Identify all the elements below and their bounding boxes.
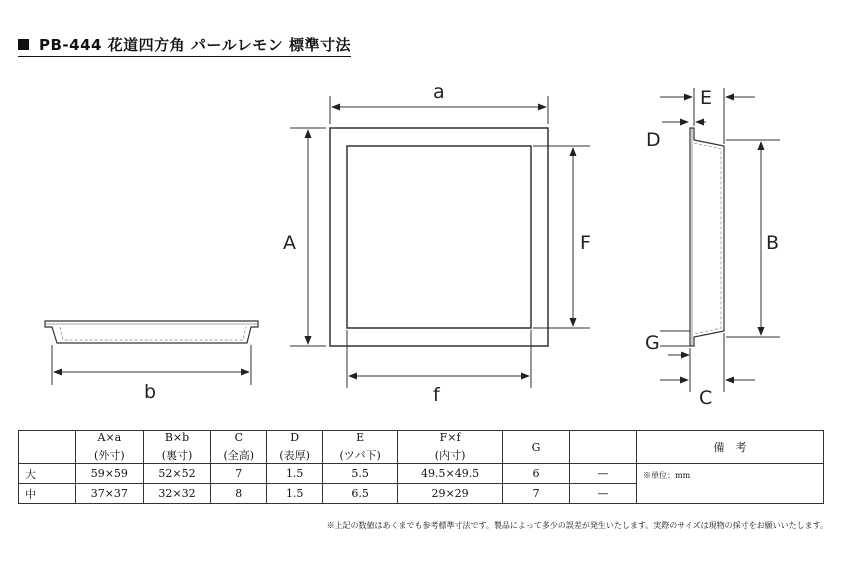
label-D: D bbox=[646, 129, 661, 151]
table-row bbox=[19, 464, 824, 484]
header-E: E (ツバ下) bbox=[323, 431, 398, 464]
header-Bb: B×b (裏寸) bbox=[143, 431, 211, 464]
cell: 1.5 bbox=[267, 484, 323, 504]
cell: 8 bbox=[211, 484, 267, 504]
cell: 37×37 bbox=[76, 484, 144, 504]
label-a: a bbox=[433, 81, 445, 103]
cell: 7 bbox=[503, 484, 570, 504]
cell: 29×29 bbox=[398, 484, 503, 504]
cell: — bbox=[570, 464, 637, 484]
header-C: C (全高) bbox=[211, 431, 267, 464]
front-inner-square bbox=[347, 146, 531, 328]
header-blank-2 bbox=[570, 431, 637, 464]
footnote: ※上記の数値はあくまでも参考標準寸法です。製品によって多少の誤差が発生いたします。実際のサイズは現物の採寸をお願いいたします。 bbox=[326, 521, 828, 530]
cell: 52×52 bbox=[143, 464, 211, 484]
cell: 59×59 bbox=[76, 464, 144, 484]
label-A: A bbox=[283, 232, 296, 254]
header-D: D (表厚) bbox=[267, 431, 323, 464]
header-blank bbox=[19, 431, 76, 464]
label-B: B bbox=[766, 232, 780, 254]
side-view-profile bbox=[690, 128, 724, 346]
remarks-note: ※単位：mm bbox=[637, 464, 824, 504]
bottom-view-hidden-line bbox=[60, 327, 246, 340]
cell: 6 bbox=[503, 464, 570, 484]
header-Aa: A×a (外寸) bbox=[76, 431, 144, 464]
label-G: G bbox=[645, 332, 660, 354]
row-label-large: 大 bbox=[19, 464, 76, 484]
header-Ff: F×f (内寸) bbox=[398, 431, 503, 464]
row-label-medium: 中 bbox=[19, 484, 76, 504]
cell: 49.5×49.5 bbox=[398, 464, 503, 484]
label-F: F bbox=[580, 232, 591, 254]
cell: 6.5 bbox=[323, 484, 398, 504]
cell: 5.5 bbox=[323, 464, 398, 484]
cell: 32×32 bbox=[143, 484, 211, 504]
label-E: E bbox=[700, 87, 713, 109]
cell: 1.5 bbox=[267, 464, 323, 484]
cell: — bbox=[570, 484, 637, 504]
side-view-hidden-line bbox=[694, 143, 721, 334]
label-C: C bbox=[699, 387, 713, 409]
cell: 7 bbox=[211, 464, 267, 484]
spec-table bbox=[18, 430, 824, 504]
title-text: PB-444 花道四方角 パールレモン 標準寸法 bbox=[39, 36, 351, 54]
front-outer-square bbox=[330, 128, 548, 346]
label-f: f bbox=[433, 384, 440, 406]
header-remarks: 備 考 bbox=[637, 431, 824, 464]
label-b: b bbox=[144, 381, 157, 403]
header-G: G bbox=[503, 431, 570, 464]
